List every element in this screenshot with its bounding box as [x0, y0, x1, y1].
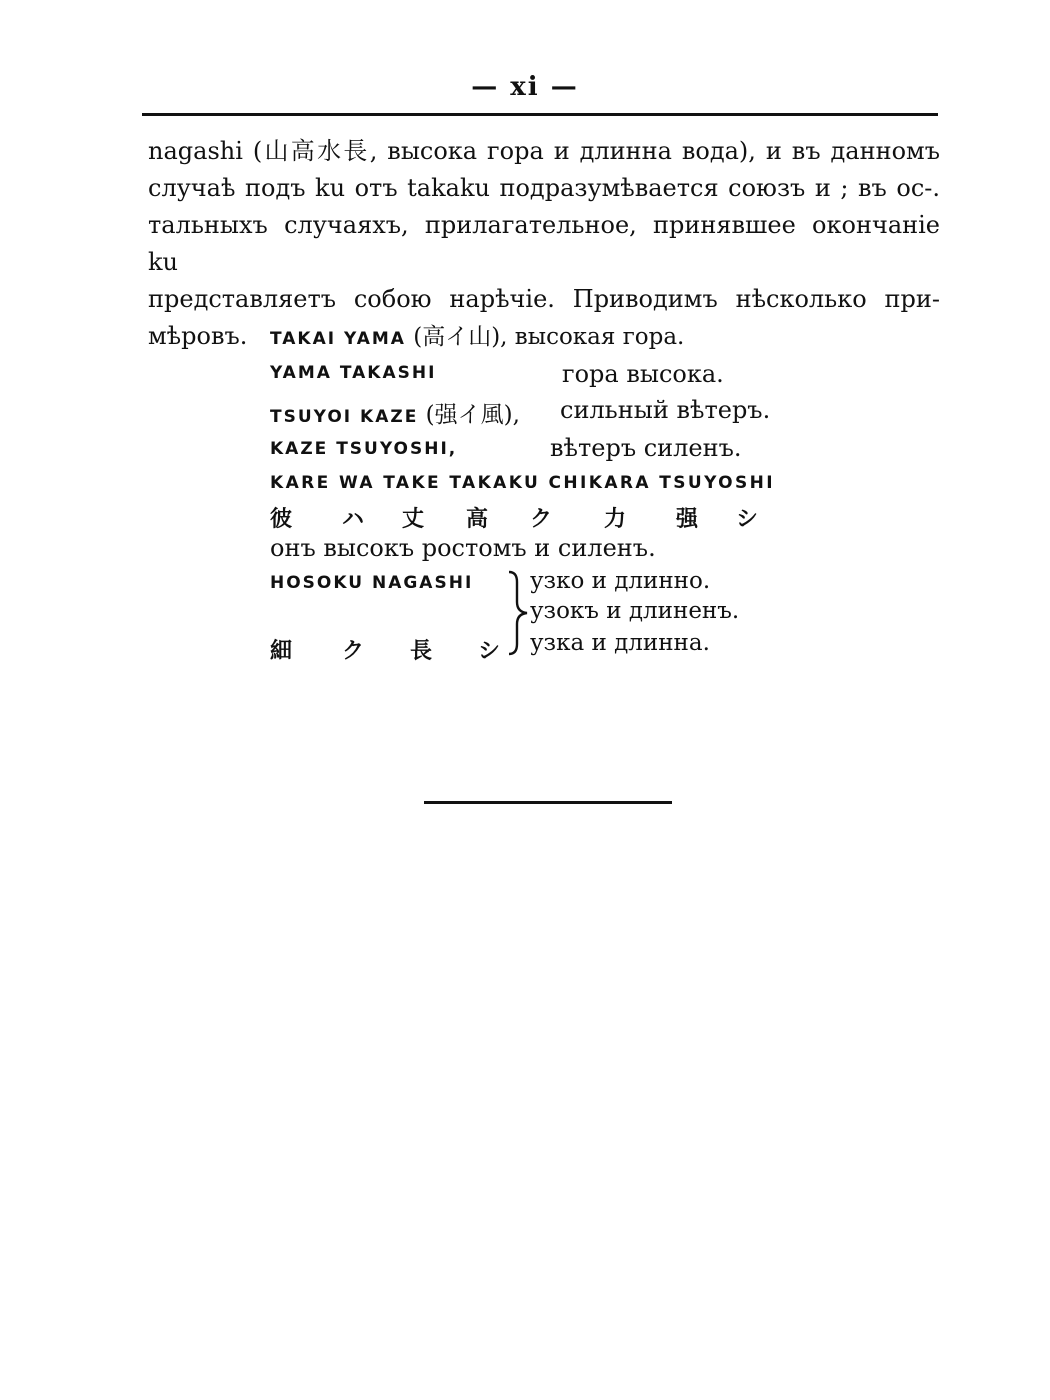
kana-char: 細 [270, 638, 293, 664]
example-translation: высокая гора. [507, 324, 685, 350]
kana-char: シ [478, 638, 501, 664]
kana-char: 彼 [270, 506, 293, 532]
brace-translation: узокъ и длиненъ. [530, 598, 740, 624]
example-romaji: HOSOKU NAGASHI [270, 573, 474, 593]
example-yama-takashi [270, 358, 436, 384]
kana-char: 高 [466, 506, 489, 532]
kana-char: ク [530, 506, 553, 532]
example-translation: вѣтеръ силенъ. [550, 434, 742, 462]
paragraph-line: nagashi (山高水長, высока гора и длинна вода), и въ данномъ [148, 137, 940, 165]
example-translation: гора высока. [562, 360, 724, 388]
kana-char: ク [342, 638, 365, 664]
kana-char: 丈 [402, 506, 425, 532]
brace-translation: узка и длинна. [530, 630, 710, 656]
example-takai-yama [270, 318, 684, 351]
kana-char: シ [736, 506, 759, 532]
example-tsuyoi-kaze [270, 396, 520, 429]
example-romaji: YAMA TAKASHI [270, 363, 437, 383]
kana-char: 長 [410, 638, 433, 664]
example-romaji: TSUYOI KAZE [270, 407, 419, 427]
kana-char: 强 [676, 506, 699, 532]
example-romaji: TAKAI YAMA [270, 329, 406, 349]
paragraph-line: мѣровъ. [148, 322, 248, 350]
paragraph-line: тальныхъ случаяхъ, прилагательное, принявшее окончаніе ku [148, 211, 940, 276]
example-kaze-tsuyoshi [270, 434, 457, 460]
example-translation: сильный вѣтеръ. [560, 396, 771, 424]
example-romaji: KARE WA TAKE TAKAKU CHIKARA TSUYOSHI [270, 473, 776, 493]
header-rule [142, 113, 938, 116]
page-number: — xi — [471, 72, 579, 102]
paragraph-line: случаѣ подъ ku отъ takaku подразумѣвается союзъ и ; въ ос-. [148, 174, 940, 202]
example-romaji: KAZE TSUYOSHI, [270, 439, 458, 459]
example-kanji: (强イ風), [418, 402, 520, 428]
paragraph-line: представляетъ собою нарѣчіе. Приводимъ нѣсколько при- [148, 285, 940, 313]
kana-char: 力 [604, 506, 627, 532]
example-kanji: (高イ山), [405, 324, 508, 350]
brace-translation: узко и длинно. [530, 568, 711, 594]
example-kare-wa [270, 468, 775, 494]
kana-char: ハ [342, 506, 365, 532]
example-hosoku-nagashi [270, 568, 473, 594]
footer-rule [424, 801, 672, 804]
example-translation: онъ высокъ ростомъ и силенъ. [270, 534, 656, 562]
